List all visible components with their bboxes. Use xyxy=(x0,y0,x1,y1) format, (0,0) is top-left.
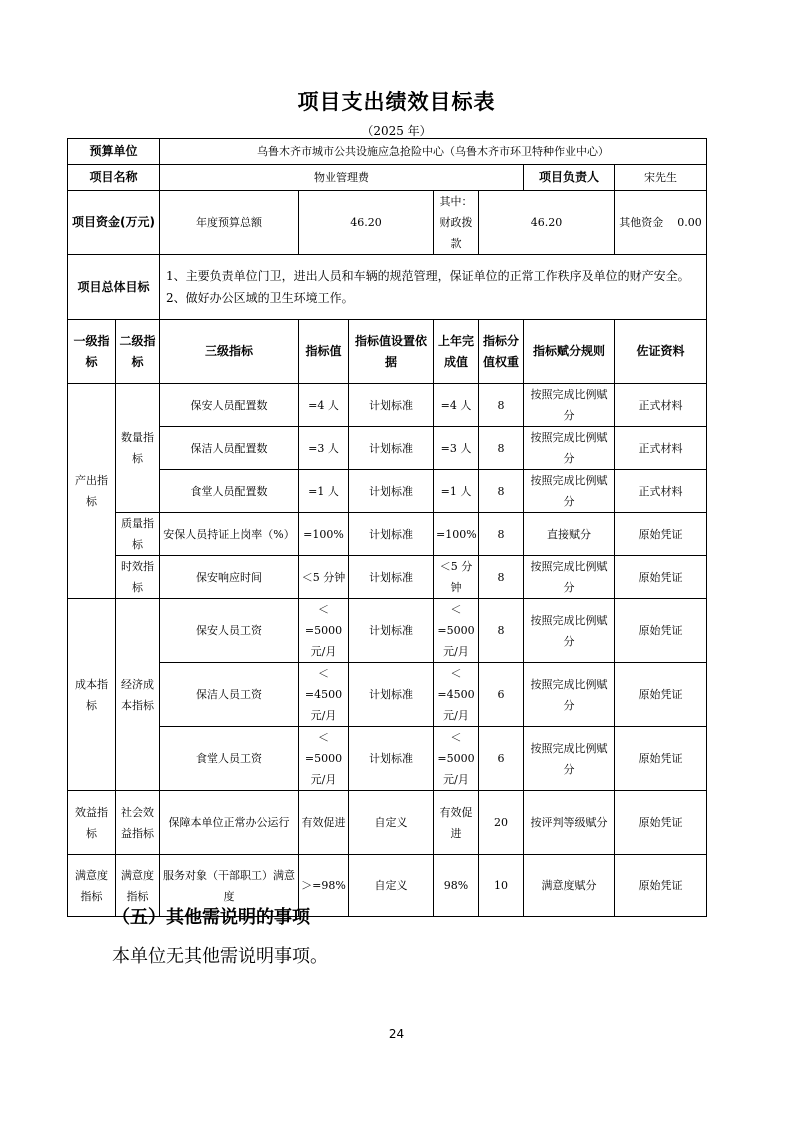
indicator-weight: 8 xyxy=(479,384,524,427)
indicator-name: 保洁人员配置数 xyxy=(160,427,299,470)
indicator-last: =100% xyxy=(434,513,479,556)
indicator-last: ＜=5000元/月 xyxy=(434,727,479,791)
table-row xyxy=(68,384,707,427)
table-row xyxy=(68,427,707,470)
indicator-basis: 自定义 xyxy=(349,791,434,855)
group-timeliness: 时效指标 xyxy=(116,556,160,599)
header-last-year: 上年完成值 xyxy=(434,320,479,384)
project-lead-label: 项目负责人 xyxy=(524,165,615,191)
indicator-evidence: 原始凭证 xyxy=(615,727,707,791)
indicator-basis: 计划标准 xyxy=(349,556,434,599)
indicator-name: 安保人员持证上岗率（%） xyxy=(160,513,299,556)
indicator-rule: 按照完成比例赋分 xyxy=(524,599,615,663)
table-row xyxy=(68,513,707,556)
indicator-evidence: 正式材料 xyxy=(615,470,707,513)
group-output: 产出指标 xyxy=(68,384,116,599)
project-name-label: 项目名称 xyxy=(68,165,160,191)
budget-unit-value: 乌鲁木齐市城市公共设施应急抢险中心（乌鲁木齐市环卫特种作业中心） xyxy=(160,139,707,165)
indicator-value: ＜5 分钟 xyxy=(299,556,349,599)
goal-text: 1、主要负责单位门卫，进出人员和车辆的规范管理，保证单位的正常工作秩序及单位的财产安全。2、做好办公区域的卫生环境工作。 xyxy=(160,255,707,320)
project-lead-value: 宋先生 xyxy=(615,165,707,191)
indicator-value: =4 人 xyxy=(299,384,349,427)
indicator-weight: 8 xyxy=(479,513,524,556)
indicator-name: 服务对象（干部职工）满意度 xyxy=(160,855,299,917)
indicator-evidence: 原始凭证 xyxy=(615,599,707,663)
indicator-evidence: 原始凭证 xyxy=(615,513,707,556)
indicator-name: 保安人员工资 xyxy=(160,599,299,663)
group-quantity: 数量指标 xyxy=(116,384,160,513)
table-row xyxy=(68,470,707,513)
table-row xyxy=(68,791,707,855)
group-quality: 质量指标 xyxy=(116,513,160,556)
indicator-value: ＜=4500元/月 xyxy=(299,663,349,727)
indicator-evidence: 正式材料 xyxy=(615,384,707,427)
indicator-basis: 计划标准 xyxy=(349,427,434,470)
indicator-rule: 按评判等级赋分 xyxy=(524,791,615,855)
header-level3: 三级指标 xyxy=(160,320,299,384)
group-satisfaction: 满意度指标 xyxy=(68,855,116,917)
group-benefit: 效益指标 xyxy=(68,791,116,855)
budget-unit-label: 预算单位 xyxy=(68,139,160,165)
indicator-weight: 20 xyxy=(479,791,524,855)
project-name-value: 物业管理费 xyxy=(160,165,524,191)
annual-total-value: 46.20 xyxy=(299,191,434,255)
indicator-basis: 计划标准 xyxy=(349,599,434,663)
header-weight: 指标分值权重 xyxy=(479,320,524,384)
indicator-last: ＜=4500元/月 xyxy=(434,663,479,727)
performance-table xyxy=(67,138,707,917)
indicator-evidence: 原始凭证 xyxy=(615,663,707,727)
header-level1: 一级指标 xyxy=(68,320,116,384)
indicator-name: 保洁人员工资 xyxy=(160,663,299,727)
indicator-rule: 按照完成比例赋分 xyxy=(524,663,615,727)
header-level2: 二级指标 xyxy=(116,320,160,384)
indicator-weight: 8 xyxy=(479,599,524,663)
indicator-rule: 按照完成比例赋分 xyxy=(524,384,615,427)
annual-total-label: 年度预算总额 xyxy=(160,191,299,255)
indicator-evidence: 原始凭证 xyxy=(615,855,707,917)
table-row xyxy=(68,727,707,791)
indicator-basis: 计划标准 xyxy=(349,384,434,427)
indicator-evidence: 正式材料 xyxy=(615,427,707,470)
indicator-basis: 计划标准 xyxy=(349,470,434,513)
page-number: 24 xyxy=(388,1027,405,1041)
indicator-rule: 满意度赋分 xyxy=(524,855,615,917)
indicator-weight: 8 xyxy=(479,470,524,513)
indicator-weight: 8 xyxy=(479,556,524,599)
funds-label: 项目资金(万元) xyxy=(68,191,160,255)
indicator-rule: 按照完成比例赋分 xyxy=(524,556,615,599)
indicator-last: =1 人 xyxy=(434,470,479,513)
indicator-rule: 按照完成比例赋分 xyxy=(524,727,615,791)
indicator-last: ＜=5000元/月 xyxy=(434,599,479,663)
indicator-evidence: 原始凭证 xyxy=(615,556,707,599)
header-value: 指标值 xyxy=(299,320,349,384)
indicator-name: 食堂人员配置数 xyxy=(160,470,299,513)
indicator-basis: 计划标准 xyxy=(349,727,434,791)
indicator-last: =3 人 xyxy=(434,427,479,470)
indicator-value: =1 人 xyxy=(299,470,349,513)
indicator-rule: 按照完成比例赋分 xyxy=(524,427,615,470)
indicator-last: 有效促进 xyxy=(434,791,479,855)
page-title: 项目支出绩效目标表 xyxy=(297,90,496,114)
indicator-basis: 自定义 xyxy=(349,855,434,917)
indicator-weight: 10 xyxy=(479,855,524,917)
group-social-benefit: 社会效益指标 xyxy=(116,791,160,855)
indicator-basis: 计划标准 xyxy=(349,513,434,556)
section-body: 本单位无其他需说明事项。 xyxy=(112,946,328,967)
indicator-name: 保安响应时间 xyxy=(160,556,299,599)
section-heading: （五）其他需说明的事项 xyxy=(112,907,310,928)
indicator-last: ＜5 分钟 xyxy=(434,556,479,599)
indicator-name: 保安人员配置数 xyxy=(160,384,299,427)
fiscal-value: 46.20 xyxy=(479,191,615,255)
goal-label: 项目总体目标 xyxy=(68,255,160,320)
indicator-basis: 计划标准 xyxy=(349,663,434,727)
group-satisfaction-sub: 满意度指标 xyxy=(116,855,160,917)
indicator-value: 有效促进 xyxy=(299,791,349,855)
table-row xyxy=(68,663,707,727)
indicator-last: 98% xyxy=(434,855,479,917)
header-evidence: 佐证资料 xyxy=(615,320,707,384)
indicator-value: ＜=5000元/月 xyxy=(299,599,349,663)
group-econ-cost: 经济成本指标 xyxy=(116,599,160,791)
other-funds-value: 0.00 xyxy=(677,216,702,229)
indicator-value: =3 人 xyxy=(299,427,349,470)
indicator-name: 保障本单位正常办公运行 xyxy=(160,791,299,855)
indicator-rule: 直接赋分 xyxy=(524,513,615,556)
indicator-last: =4 人 xyxy=(434,384,479,427)
indicator-value: ＞=98% xyxy=(299,855,349,917)
other-funds-cell xyxy=(615,191,707,255)
table-row xyxy=(68,599,707,663)
group-cost: 成本指标 xyxy=(68,599,116,791)
fiscal-label: 其中：财政拨款 xyxy=(434,191,479,255)
indicator-name: 食堂人员工资 xyxy=(160,727,299,791)
indicator-evidence: 原始凭证 xyxy=(615,791,707,855)
header-rule: 指标赋分规则 xyxy=(524,320,615,384)
indicator-weight: 6 xyxy=(479,727,524,791)
header-basis: 指标值设置依据 xyxy=(349,320,434,384)
indicator-rule: 按照完成比例赋分 xyxy=(524,470,615,513)
year-label: （2025 年） xyxy=(361,124,432,138)
indicator-weight: 6 xyxy=(479,663,524,727)
indicator-value: ＜=5000元/月 xyxy=(299,727,349,791)
other-funds-label: 其他资金 xyxy=(619,216,664,229)
indicator-value: =100% xyxy=(299,513,349,556)
table-row xyxy=(68,556,707,599)
indicator-weight: 8 xyxy=(479,427,524,470)
